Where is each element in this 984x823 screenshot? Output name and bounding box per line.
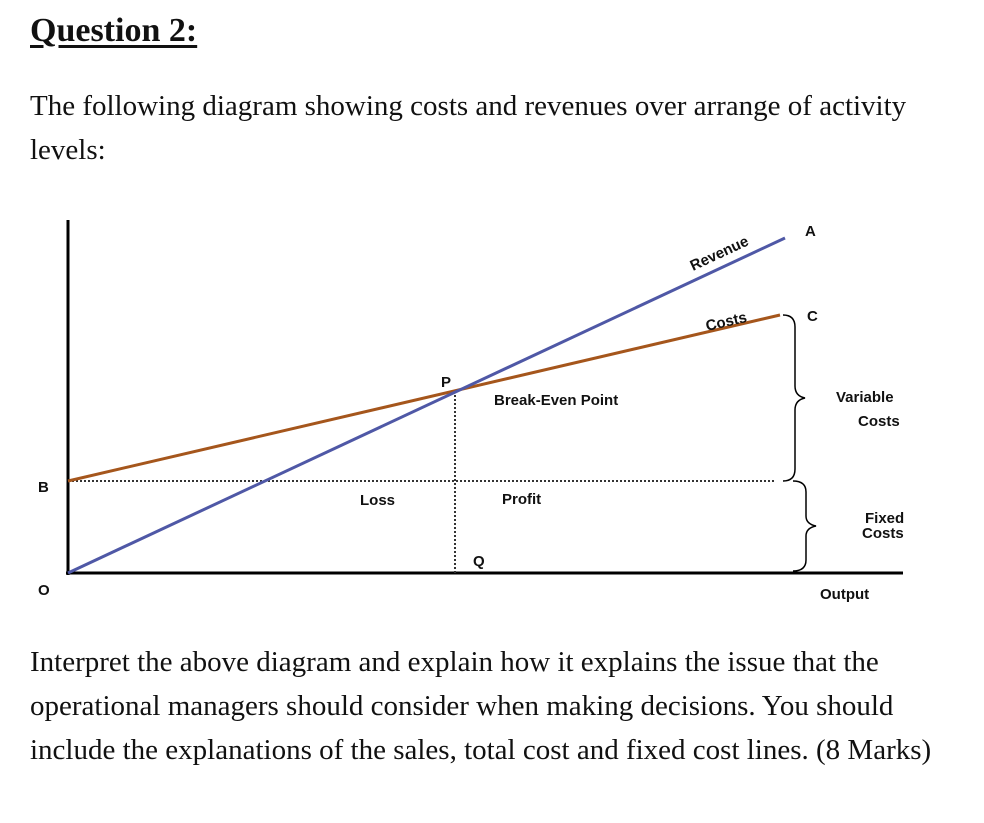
revenue-label: Revenue xyxy=(687,232,752,275)
revenue-line xyxy=(68,238,785,573)
origin-label: O xyxy=(38,582,50,599)
loss-label: Loss xyxy=(360,492,396,509)
variable-costs-brace xyxy=(783,315,805,481)
break-even-diagram xyxy=(0,210,984,620)
point-p-label: P xyxy=(441,374,452,391)
cost-line xyxy=(68,315,780,481)
profit-label: Profit xyxy=(502,491,542,508)
intro-text: The following diagram showing costs and revenues over arrange of activity levels: xyxy=(30,90,907,166)
point-b-label: B xyxy=(38,479,49,496)
fixed-costs-label-1: Fixed xyxy=(865,510,905,527)
variable-costs-label-1: Variable xyxy=(836,389,894,406)
fixed-costs-brace xyxy=(793,481,816,571)
break-even-label: Break-Even Point xyxy=(494,392,619,409)
costs-label: Costs xyxy=(704,308,749,335)
question-heading: Question 2: xyxy=(30,12,198,49)
point-q-label: Q xyxy=(473,553,485,570)
fixed-costs-label-2: Costs xyxy=(862,525,904,542)
variable-costs-label-2: Costs xyxy=(858,413,900,430)
point-a-label: A xyxy=(805,223,816,240)
task-text: Interpret the above diagram and explain how it explains the issue that the operational managers should consider when making decisions. You should include the explanations of the sales, total cost and fixed cost lines. (8 Marks) xyxy=(30,646,932,766)
output-label: Output xyxy=(820,586,870,603)
point-c-label: C xyxy=(807,308,818,325)
